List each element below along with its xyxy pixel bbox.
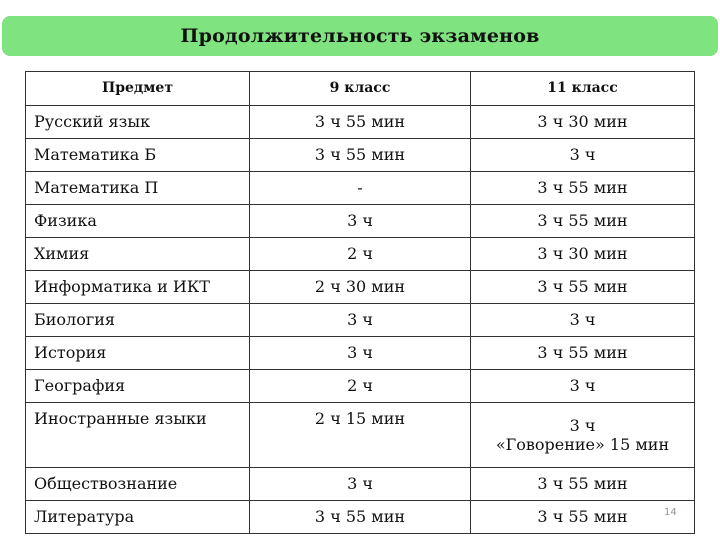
table-row [26,106,695,139]
grade-11-cell: 3 ч [471,304,695,337]
subject-cell: География [26,370,250,403]
grade-11-line-1: 3 ч [569,415,596,435]
grade-11-cell: 3 ч 55 мин [471,468,695,501]
table-row [26,139,695,172]
subject-cell: Обществознание [26,468,250,501]
subject-cell: История [26,337,250,370]
grade-11-cell: 3 ч [471,370,695,403]
grade-9-cell: 3 ч [250,337,471,370]
grade-11-cell: 3 ч 55 мин [471,501,695,534]
grade-9-cell: 2 ч 15 мин [250,403,471,468]
grade-11-cell [471,403,695,468]
grade-9-cell: 3 ч [250,468,471,501]
table-row [26,501,695,534]
page-title-bar [2,16,718,56]
table-row [26,205,695,238]
subject-cell: Информатика и ИКТ [26,271,250,304]
subject-cell: Биология [26,304,250,337]
grade-11-cell: 3 ч 55 мин [471,271,695,304]
header-grade-9: 9 класс [250,72,471,106]
grade-11-cell: 3 ч 30 мин [471,238,695,271]
grade-11-cell: 3 ч 55 мин [471,337,695,370]
grade-9-cell: 3 ч [250,304,471,337]
grade-11-cell: 3 ч 55 мин [471,205,695,238]
exam-duration-table [25,71,695,534]
subject-cell: Химия [26,238,250,271]
page-number: 14 [664,507,677,518]
table-row [26,172,695,205]
table-row [26,468,695,501]
page-title: Продолжительность экзаменов [180,25,540,47]
grade-9-cell: 3 ч 55 мин [250,139,471,172]
grade-11-cell: 3 ч 55 мин [471,172,695,205]
table-row [26,238,695,271]
grade-9-cell: 3 ч 55 мин [250,106,471,139]
table-row [26,403,695,468]
grade-9-cell: 3 ч 55 мин [250,501,471,534]
subject-cell: Иностранные языки [26,403,250,468]
subject-cell: Физика [26,205,250,238]
subject-cell: Русский язык [26,106,250,139]
grade-9-cell: 2 ч [250,238,471,271]
table-row [26,304,695,337]
table-row [26,337,695,370]
header-subject: Предмет [26,72,250,106]
grade-11-line-2: «Говорение» 15 мин [495,435,670,454]
grade-9-cell: 2 ч 30 мин [250,271,471,304]
subject-cell: Математика П [26,172,250,205]
grade-11-cell: 3 ч 30 мин [471,106,695,139]
grade-11-cell: 3 ч [471,139,695,172]
grade-9-cell: 3 ч [250,205,471,238]
table-header-row [26,72,695,106]
grade-9-cell: 2 ч [250,370,471,403]
subject-cell: Математика Б [26,139,250,172]
table-row [26,370,695,403]
header-grade-11: 11 класс [471,72,695,106]
subject-cell: Литература [26,501,250,534]
table-row [26,271,695,304]
grade-9-cell: - [250,172,471,205]
